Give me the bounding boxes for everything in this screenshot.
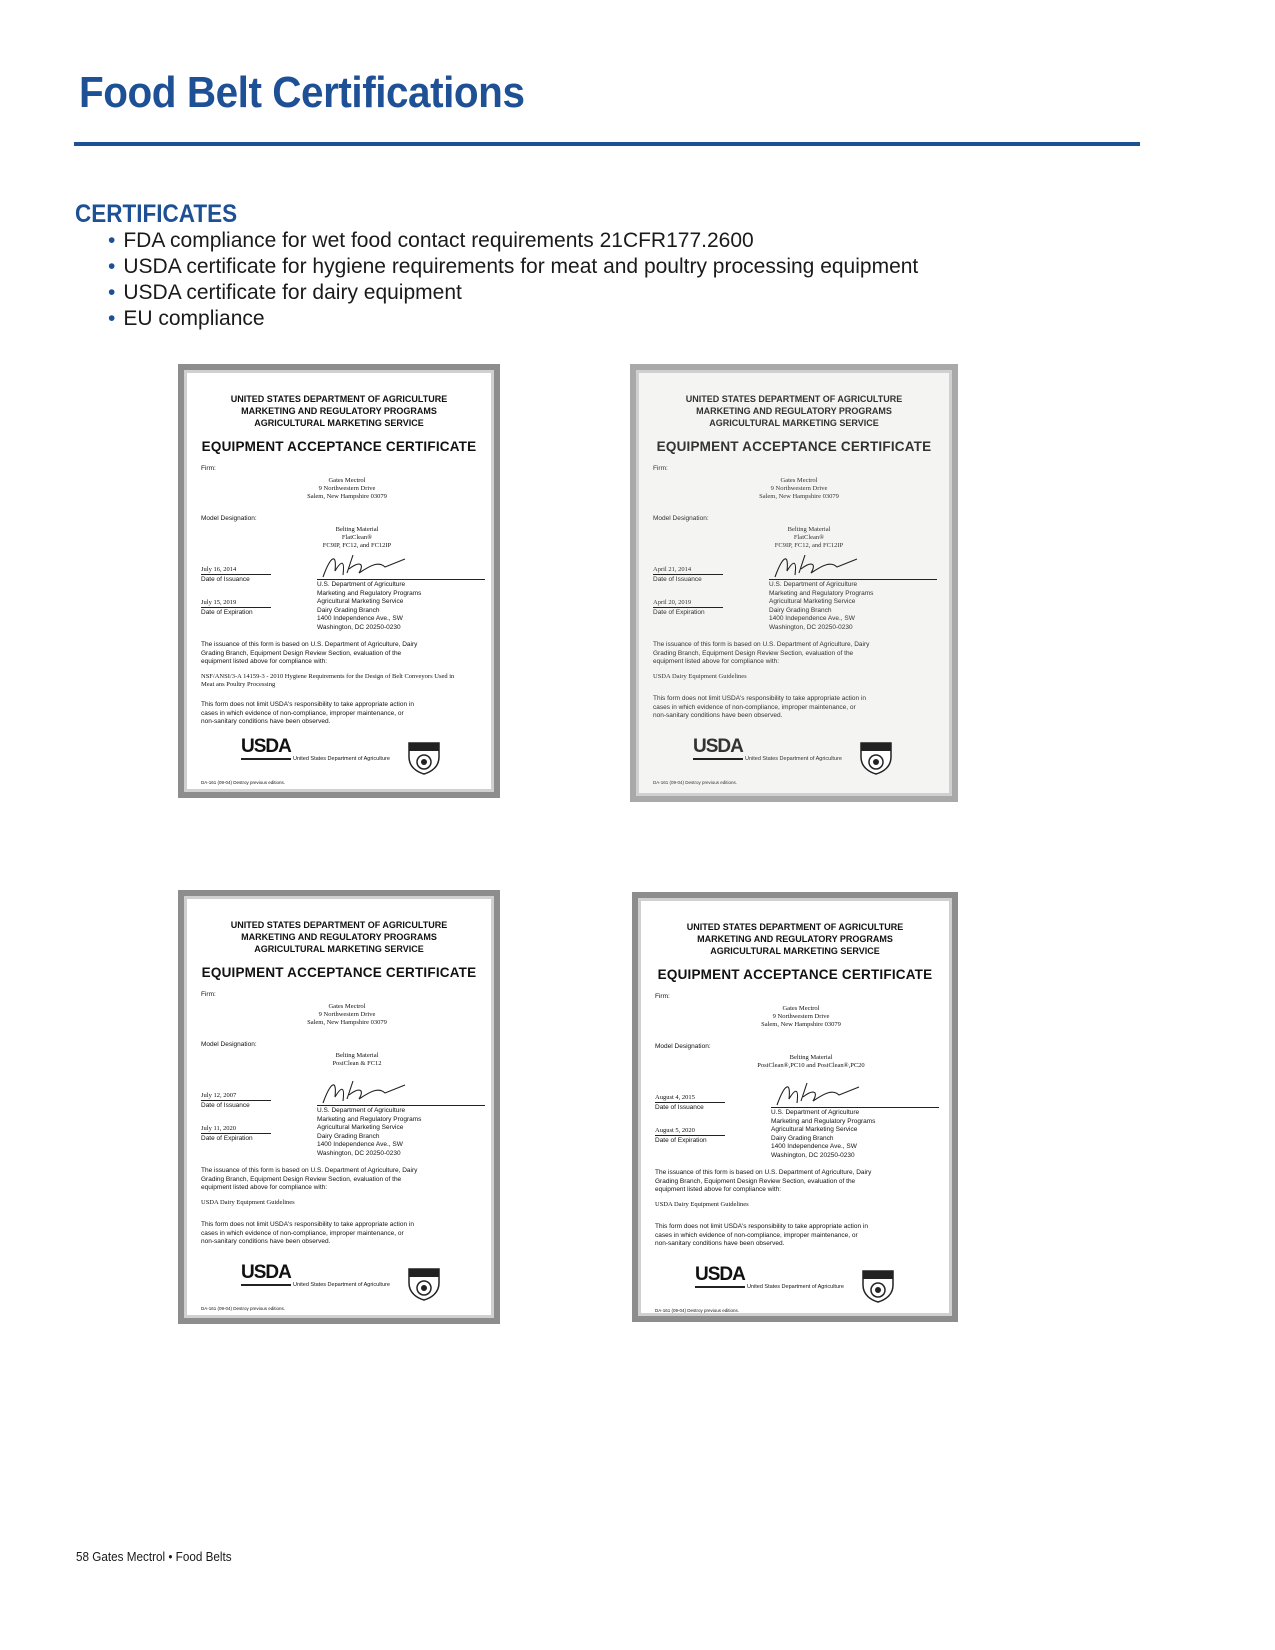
- expiration-date: July 11, 2020: [201, 1125, 236, 1132]
- expiration-line: [201, 1133, 271, 1134]
- certificate-agency-header: UNITED STATES DEPARTMENT OF AGRICULTURE MARKETING AND REGULATORY PROGRAMS AGRICULTURAL MARKETING SERVICE: [230, 394, 448, 428]
- certificate-image-3: [178, 890, 500, 1324]
- certificate-image-1: [178, 364, 500, 798]
- certificate-page: [636, 370, 952, 796]
- signature-line: [769, 579, 937, 580]
- title-rule: [74, 142, 1140, 146]
- issuance-line: [653, 574, 723, 575]
- disclaimer: This form does not limit USDA's responsibility to take appropriate action in cases in which evidence of non-compliance, improper maintenance, or non-sanitary conditions have been observed.: [201, 1221, 414, 1245]
- expiration-label: Date of Expiration: [655, 1137, 707, 1144]
- usda-department-name: United States Department of Agriculture: [747, 1284, 844, 1290]
- expiration-line: [201, 607, 271, 608]
- signature-image: [319, 1077, 409, 1107]
- expiration-date: April 20, 2019: [653, 599, 692, 606]
- firm-label: Firm:: [653, 465, 668, 472]
- signature-line: [317, 1105, 485, 1106]
- signature-image: [771, 551, 861, 581]
- signatory-address: U.S. Department of Agriculture Marketing and Regulatory Programs Agricultural Marketing Service Dairy Grading Branch 1400 Independence Ave., SW Washington, DC 20250-0230: [317, 581, 422, 631]
- list-item: • USDA certificate for dairy equipment: [108, 281, 462, 304]
- basis-statement: The issuance of this form is based on U.S. Department of Agriculture, Dairy Grading Branch, Equipment Design Review Section, evaluation of the equipment listed above for compliance with:: [201, 1167, 418, 1191]
- issuance-date: July 12, 2007: [201, 1092, 237, 1099]
- form-number: DA-161 (09-04) Destroy previous editions.: [201, 1306, 286, 1311]
- disclaimer: This form does not limit USDA's responsibility to take appropriate action in cases in which evidence of non-compliance, improper maintenance, or non-sanitary conditions have been observed.: [201, 701, 414, 725]
- bullet-icon: •: [108, 229, 116, 252]
- signatory-address: U.S. Department of Agriculture Marketing and Regulatory Programs Agricultural Marketing Service Dairy Grading Branch 1400 Independence Ave., SW Washington, DC 20250-0230: [317, 1107, 422, 1157]
- compliance-standard: USDA Dairy Equipment Guidelines: [655, 1201, 749, 1208]
- compliance-standard: NSF/ANSI/3-A 14159-3 - 2010 Hygiene Requirements for the Design of Belt Conveyors Used in Meat ans Poultry Processing: [201, 673, 455, 688]
- certificate-image-4: [632, 892, 958, 1322]
- firm-address: Gates Mectrol 9 Northwestern Drive Salem, New Hampshire 03079: [759, 477, 839, 500]
- basis-statement: The issuance of this form is based on U.S. Department of Agriculture, Dairy Grading Branch, Equipment Design Review Section, evaluation of the equipment listed above for compliance with:: [653, 641, 870, 665]
- expiration-line: [655, 1135, 725, 1136]
- certificate-title: EQUIPMENT ACCEPTANCE CERTIFICATE: [657, 967, 933, 982]
- model-label: Model Designation:: [201, 515, 257, 522]
- certificate-page: [184, 370, 494, 792]
- issuance-date: April 21, 2014: [653, 566, 692, 573]
- certificate-agency-header: UNITED STATES DEPARTMENT OF AGRICULTURE MARKETING AND REGULATORY PROGRAMS AGRICULTURAL MARKETING SERVICE: [685, 394, 903, 428]
- model-designation: Belting Material FlatClean® FC9IP, FC12, and FC12IP: [774, 526, 844, 549]
- model-label: Model Designation:: [653, 515, 709, 522]
- list-item: • USDA certificate for hygiene requirements for meat and poultry processing equipment: [108, 255, 919, 278]
- usda-department-name: United States Department of Agriculture: [293, 756, 390, 762]
- usda-logo-bar: [241, 1284, 291, 1286]
- signature-line: [771, 1107, 939, 1108]
- firm-address: Gates Mectrol 9 Northwestern Drive Salem, New Hampshire 03079: [307, 1003, 387, 1026]
- issuance-label: Date of Issuance: [655, 1104, 704, 1111]
- usda-department-name: United States Department of Agriculture: [293, 1282, 390, 1288]
- expiration-line: [653, 607, 723, 608]
- issuance-line: [201, 1100, 271, 1101]
- firm-label: Firm:: [201, 465, 216, 472]
- bullet-icon: •: [108, 281, 116, 304]
- expiration-label: Date of Expiration: [201, 1135, 253, 1142]
- signature-image: [773, 1079, 863, 1109]
- certificate-title: EQUIPMENT ACCEPTANCE CERTIFICATE: [656, 439, 932, 454]
- usda-logo-bar: [241, 758, 291, 760]
- disclaimer: This form does not limit USDA's responsibility to take appropriate action in cases in which evidence of non-compliance, improper maintenance, or non-sanitary conditions have been observed.: [655, 1223, 868, 1247]
- model-designation: Belting Material FlatClean® FC9IP, FC12, and FC12IP: [322, 526, 392, 549]
- usda-logo: USDA: [695, 1264, 745, 1285]
- certificate-title: EQUIPMENT ACCEPTANCE CERTIFICATE: [201, 439, 477, 454]
- issuance-label: Date of Issuance: [201, 1102, 250, 1109]
- certificate-bullet-list: [108, 228, 918, 332]
- signatory-address: U.S. Department of Agriculture Marketing and Regulatory Programs Agricultural Marketing Service Dairy Grading Branch 1400 Independence Ave., SW Washington, DC 20250-0230: [769, 581, 874, 631]
- expiration-date: July 15, 2019: [201, 599, 237, 606]
- firm-address: Gates Mectrol 9 Northwestern Drive Salem, New Hampshire 03079: [307, 477, 387, 500]
- expiration-label: Date of Expiration: [653, 609, 705, 616]
- certificate-title: EQUIPMENT ACCEPTANCE CERTIFICATE: [201, 965, 477, 980]
- signatory-address: U.S. Department of Agriculture Marketing and Regulatory Programs Agricultural Marketing Service Dairy Grading Branch 1400 Independence Ave., SW Washington, DC 20250-0230: [771, 1109, 876, 1159]
- issuance-date: July 16, 2014: [201, 566, 237, 573]
- form-number: DA-161 (09-04) Destroy previous editions.: [653, 780, 738, 785]
- basis-statement: The issuance of this form is based on U.S. Department of Agriculture, Dairy Grading Branch, Equipment Design Review Section, evaluation of the equipment listed above for compliance with:: [655, 1169, 872, 1193]
- page-footer: 58 Gates Mectrol • Food Belts: [76, 1549, 232, 1564]
- certificate-page: [184, 896, 494, 1318]
- form-number: DA-161 (09-04) Destroy previous editions.: [655, 1308, 740, 1313]
- certificate-agency-header: UNITED STATES DEPARTMENT OF AGRICULTURE MARKETING AND REGULATORY PROGRAMS AGRICULTURAL MARKETING SERVICE: [686, 922, 904, 956]
- model-label: Model Designation:: [655, 1043, 711, 1050]
- certificate-page: [638, 898, 952, 1316]
- usda-logo: USDA: [241, 1262, 291, 1283]
- form-number: DA-161 (09-04) Destroy previous editions.: [201, 780, 286, 785]
- section-heading: CERTIFICATES: [75, 200, 238, 228]
- usda-department-name: United States Department of Agriculture: [745, 756, 842, 762]
- list-item: • EU compliance: [108, 307, 265, 330]
- bullet-icon: •: [108, 255, 116, 278]
- issuance-label: Date of Issuance: [653, 576, 702, 583]
- expiration-date: August 5, 2020: [655, 1127, 695, 1134]
- model-designation: Belting Material PosiClean & FC12: [332, 1052, 382, 1067]
- issuance-date: August 4, 2015: [655, 1094, 695, 1101]
- issuance-label: Date of Issuance: [201, 576, 250, 583]
- usda-shield-icon: [407, 1267, 441, 1301]
- certificate-agency-header: UNITED STATES DEPARTMENT OF AGRICULTURE MARKETING AND REGULATORY PROGRAMS AGRICULTURAL MARKETING SERVICE: [230, 920, 448, 954]
- signature-line: [317, 579, 485, 580]
- firm-label: Firm:: [655, 993, 670, 1000]
- issuance-line: [201, 574, 271, 575]
- signature-image: [319, 551, 409, 581]
- usda-logo: USDA: [241, 736, 291, 757]
- certificate-image-2: [630, 364, 958, 802]
- bullet-icon: •: [108, 307, 116, 330]
- usda-shield-icon: [861, 1269, 895, 1303]
- usda-shield-icon: [407, 741, 441, 775]
- usda-logo-bar: [693, 758, 743, 760]
- disclaimer: This form does not limit USDA's responsibility to take appropriate action in cases in which evidence of non-compliance, improper maintenance, or non-sanitary conditions have been observed.: [653, 695, 866, 719]
- usda-shield-icon: [859, 741, 893, 775]
- firm-label: Firm:: [201, 991, 216, 998]
- page-title: Food Belt Certifications: [79, 68, 525, 117]
- model-designation: Belting Material PosiClean®,PC10 and PosiClean®,PC20: [757, 1054, 865, 1069]
- model-label: Model Designation:: [201, 1041, 257, 1048]
- expiration-label: Date of Expiration: [201, 609, 253, 616]
- list-item: • FDA compliance for wet food contact requirements 21CFR177.2600: [108, 229, 754, 252]
- compliance-standard: USDA Dairy Equipment Guidelines: [201, 1199, 295, 1206]
- usda-logo: USDA: [693, 736, 743, 757]
- usda-logo-bar: [695, 1286, 745, 1288]
- compliance-standard: USDA Dairy Equipment Guidelines: [653, 673, 747, 680]
- basis-statement: The issuance of this form is based on U.S. Department of Agriculture, Dairy Grading Branch, Equipment Design Review Section, evaluation of the equipment listed above for compliance with:: [201, 641, 418, 665]
- firm-address: Gates Mectrol 9 Northwestern Drive Salem, New Hampshire 03079: [761, 1005, 841, 1028]
- issuance-line: [655, 1102, 725, 1103]
